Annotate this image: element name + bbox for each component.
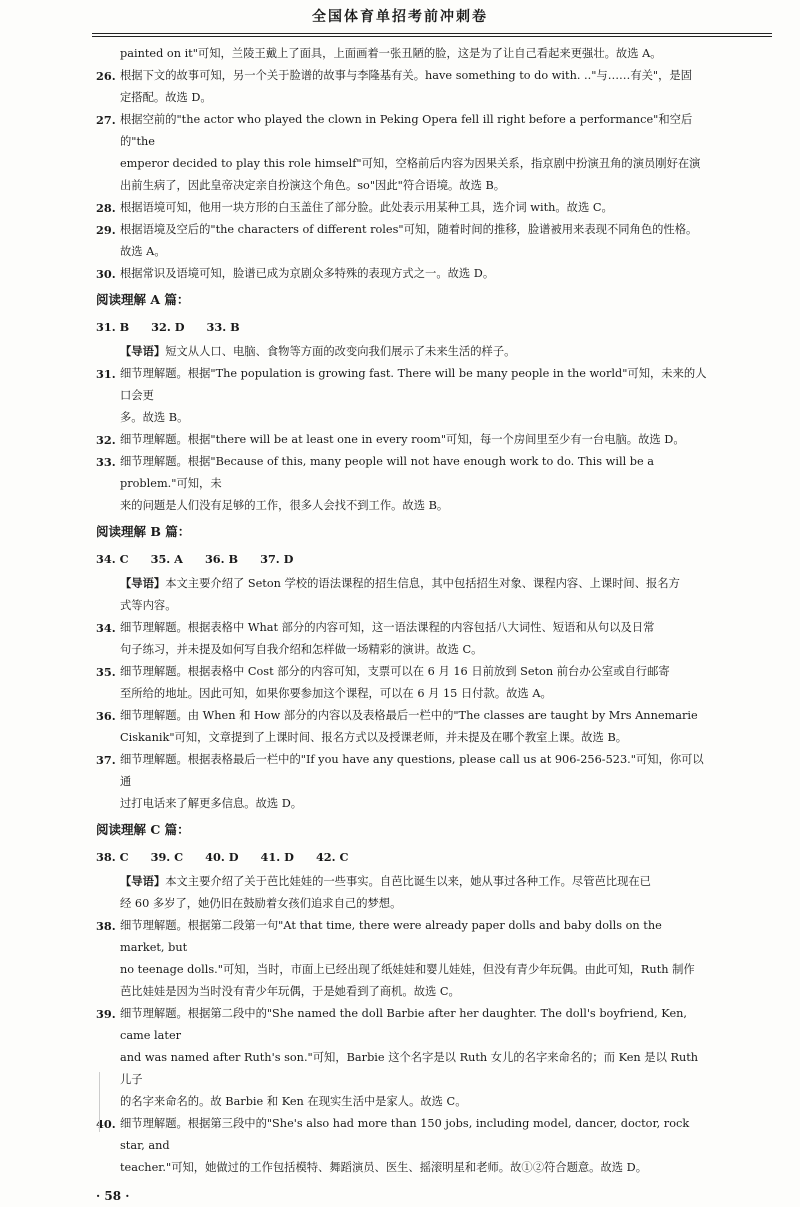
explanation-continuation: 出前生病了，因此皇帝决定亲自扮演这个角色。so"因此"符合语境。故选 B。: [120, 179, 506, 192]
question-number: 36.: [96, 709, 116, 723]
guide-text: 短文从人口、电脑、食物等方面的改变向我们展示了未来生活的样子。: [165, 345, 516, 358]
answer-key: 37. D: [260, 552, 294, 566]
question-number: 32.: [96, 433, 116, 447]
guide-intro: [96, 340, 708, 363]
answer-key-row: [96, 546, 708, 572]
explanation-continuation: Ciskanik"可知，文章提到了上课时间、报名方式以及授课老师，并未提及在哪个教室上课。故选 B。: [120, 731, 628, 744]
question-number: 30.: [96, 267, 116, 281]
explanation-item: [96, 197, 708, 219]
question-number: 35.: [96, 665, 116, 679]
answer-key: 34. C: [96, 552, 129, 566]
explanation-continuation: 句子练习，并未提及如何写自我介绍和怎样做一场精彩的演讲。故选 C。: [120, 643, 483, 656]
explanation-item: [96, 219, 708, 241]
explanation-text: 细节理解题。根据表格中 What 部分的内容可知，这一语法课程的内容包括八大词性、短语和从句以及日常: [120, 621, 655, 634]
explanation-item: [96, 749, 708, 793]
explanation-item: [96, 263, 708, 285]
explanation-item: [96, 661, 708, 683]
explanation-item: [96, 109, 708, 153]
explanation-text: 根据下文的故事可知，另一个关于脸谱的故事与李隆基有关。have something to do with. .."与……有关"，是固: [120, 69, 692, 82]
explanation-text: 根据空前的"the actor who played the clown in Peking Opera fell ill right before a performance"和空后的"the: [120, 113, 693, 148]
explanation-continuation: 至所给的地址。因此可知，如果你要参加这个课程，可以在 6 月 15 日付款。故选 A。: [120, 687, 552, 700]
section-heading: 阅读理解 B 篇：: [96, 524, 191, 539]
answer-key: 40. D: [205, 850, 239, 864]
explanation-text: 根据语境可知，他用一块方形的白玉盖住了部分脸。此处表示用某种工具，选介词 with。故选 C。: [120, 201, 613, 214]
explanation-text: 细节理解题。由 When 和 How 部分的内容以及表格最后一栏中的"The classes are taught by Mrs Annemarie: [120, 709, 698, 722]
explanation-continuation: 故选 A。: [120, 245, 166, 258]
explanation-item: [96, 705, 708, 727]
header-rule-thin: [92, 36, 772, 37]
explanation-item: [96, 363, 708, 407]
question-number: 34.: [96, 621, 116, 635]
question-number: 37.: [96, 753, 116, 767]
guide-intro: [96, 870, 708, 893]
explanation-text: 细节理解题。根据表格中 Cost 部分的内容可知，支票可以在 6 月 16 日前放到 Seton 前台办公室或自行邮寄: [120, 665, 670, 678]
explanation-item: [96, 65, 708, 87]
explanation-item: [96, 1113, 708, 1157]
explanation-continuation: painted on it"可知，兰陵王戴上了面具，上面画着一张丑陋的脸，这是为了让自己看起来更强壮。故选 A。: [120, 47, 662, 60]
explanation-text: 根据常识及语境可知，脸谱已成为京剧众多特殊的表现方式之一。故选 D。: [120, 267, 495, 280]
explanation-text: 细节理解题。根据第三段中的"She's also had more than 150 jobs, including model, dancer, doctor, rock star, and: [120, 1117, 690, 1152]
question-number: 33.: [96, 455, 116, 469]
answer-key: 31. B: [96, 320, 130, 334]
question-number: 28.: [96, 201, 116, 215]
explanation-item: [96, 617, 708, 639]
explanation-continuation: 来的问题是人们没有足够的工作，很多人会找不到工作。故选 B。: [120, 499, 449, 512]
explanation-text: 细节理解题。根据第二段中的"She named the doll Barbie after her daughter. The doll's boyfriend, Ken, came later: [120, 1007, 687, 1042]
explanation-text: 细节理解题。根据"there will be at least one in every room"可知，每一个房间里至少有一台电脑。故选 D。: [120, 433, 685, 446]
explanation-continuation: 过打电话来了解更多信息。故选 D。: [120, 797, 303, 810]
answer-key: 41. D: [260, 850, 294, 864]
answer-key: 36. B: [204, 552, 239, 566]
explanation-item: [96, 915, 708, 959]
answer-key-row: [96, 844, 708, 870]
answer-key: 33. B: [206, 320, 240, 334]
question-number: 38.: [96, 919, 116, 933]
explanation-item: [96, 1003, 708, 1047]
explanation-continuation: 的名字来命名的。故 Barbie 和 Ken 在现实生活中是家人。故选 C。: [120, 1095, 467, 1108]
answer-key-row: [96, 314, 708, 340]
answer-key: 42. C: [315, 850, 349, 864]
explanation-item: [96, 429, 708, 451]
explanation-continuation: 式等内容。: [120, 599, 177, 612]
explanation-continuation: and was named after Ruth's son."可知，Barbie 这个名字是以 Ruth 女儿的名字来命名的；而 Ken 是以 Ruth 儿子: [120, 1051, 699, 1086]
guide-text: 本文主要介绍了 Seton 学校的语法课程的招生信息，其中包括招生对象、课程内容、上课时间、报名方: [165, 577, 680, 590]
guide-tag: 【导语】: [120, 576, 166, 590]
explanation-text: 细节理解题。根据"Because of this, many people will not have enough work to do. This will be a problem."可知，未: [120, 455, 655, 490]
explanation-item: [96, 451, 708, 495]
question-number: 26.: [96, 69, 116, 83]
page-number: · 58 ·: [96, 1189, 130, 1203]
explanation-text: 细节理解题。根据第二段第一句"At that time, there were already paper dolls and baby dolls on the market, but: [120, 919, 662, 954]
answer-key: 39. C: [150, 850, 184, 864]
question-number: 27.: [96, 113, 116, 127]
answer-key: 38. C: [96, 850, 129, 864]
guide-tag: 【导语】: [120, 874, 166, 888]
explanation-continuation: emperor decided to play this role himself"可知，空格前后内容为因果关系，指京剧中扮演丑角的演员刚好在演: [120, 157, 701, 170]
question-number: 29.: [96, 223, 116, 237]
explanation-text: 根据语境及空后的"the characters of different roles"可知，随着时间的推移，脸谱被用来表现不同角色的性格。: [120, 223, 698, 236]
section-heading: 阅读理解 A 篇：: [96, 292, 190, 307]
explanation-text: 细节理解题。根据"The population is growing fast. There will be many people in the world"可知，未来的人口会更: [120, 367, 707, 402]
question-number: 40.: [96, 1117, 116, 1131]
guide-text: 本文主要介绍了关于芭比娃娃的一些事实。自芭比诞生以来，她从事过各种工作。尽管芭比现在已: [165, 875, 651, 888]
explanation-continuation: no teenage dolls."可知，当时，市面上已经出现了纸娃娃和婴儿娃娃，但没有青少年玩偶。由此可知，Ruth 制作: [120, 963, 695, 976]
answer-explanations: [96, 43, 708, 1207]
question-number: 39.: [96, 1007, 116, 1021]
guide-intro: [96, 572, 708, 595]
explanation-continuation: 定搭配。故选 D。: [120, 91, 212, 104]
section-heading: 阅读理解 C 篇：: [96, 822, 190, 837]
explanation-continuation: 经 60 多岁了，她仍旧在鼓励着女孩们追求自己的梦想。: [120, 897, 402, 910]
explanation-continuation: teacher."可知，她做过的工作包括模特、舞蹈演员、医生、摇滚明星和老师。故①②符合题意。故选 D。: [120, 1161, 648, 1174]
question-number: 31.: [96, 367, 116, 381]
page-header: 全国体育单招考前冲刺卷: [312, 9, 488, 25]
guide-tag: 【导语】: [120, 344, 166, 358]
answer-key: 35. A: [150, 552, 183, 566]
header-rule: [92, 33, 772, 34]
explanation-text: 细节理解题。根据表格最后一栏中的"If you have any questions, please call us at 906-256-523."可知，你可以通: [120, 753, 704, 788]
explanation-continuation: 多。故选 B。: [120, 411, 189, 424]
scan-edge-line: [99, 1072, 100, 1132]
explanation-continuation: 芭比娃娃是因为当时没有青少年玩偶，于是她看到了商机。故选 C。: [120, 985, 460, 998]
answer-key: 32. D: [151, 320, 185, 334]
